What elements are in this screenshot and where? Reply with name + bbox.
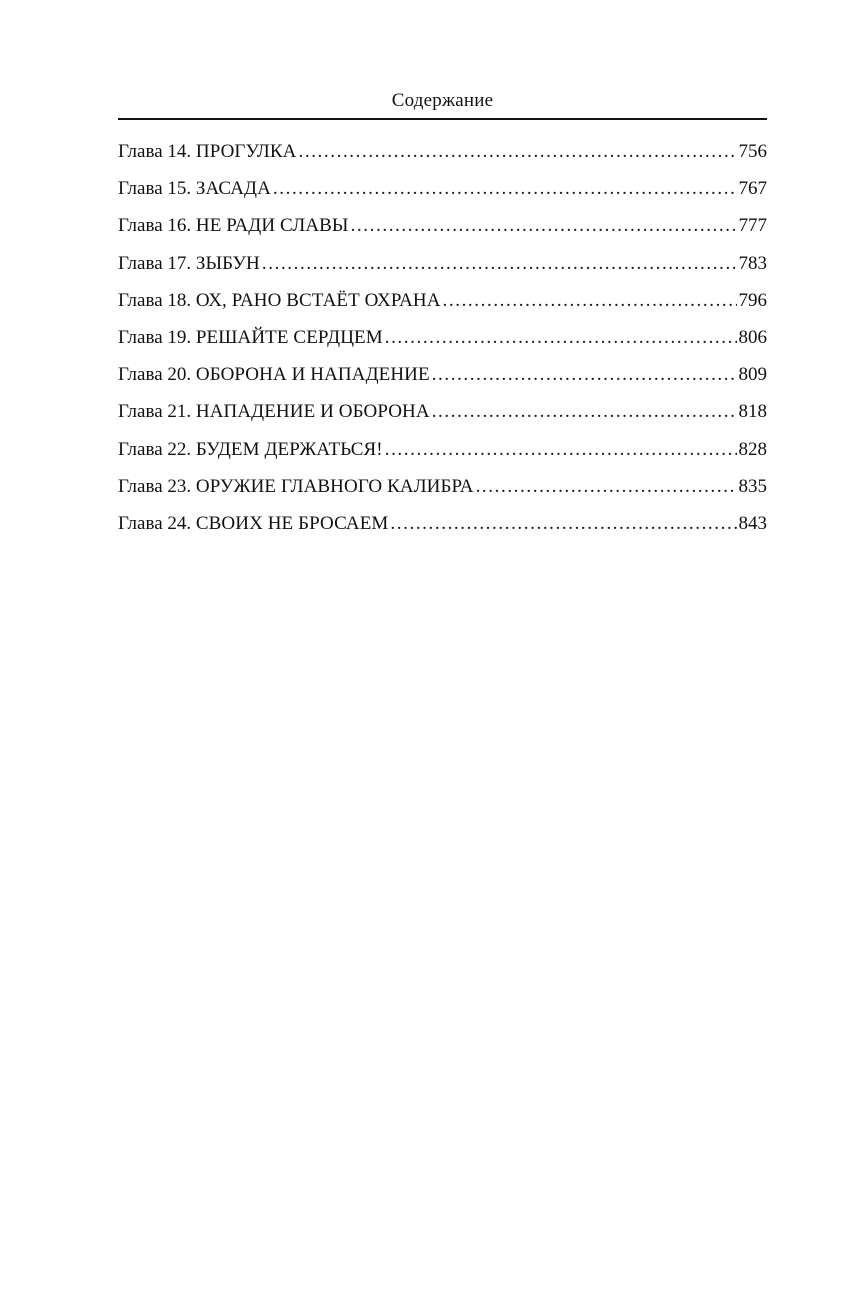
toc-chapter-title: ОРУЖИЕ ГЛАВНОГО КАЛИБРА bbox=[195, 475, 474, 497]
header-rule bbox=[118, 118, 767, 120]
toc-dot-leader bbox=[432, 398, 737, 426]
toc-entry bbox=[118, 175, 767, 212]
toc-chapter-number: Глава 22. bbox=[118, 438, 192, 460]
toc-chapter-number: Глава 14. bbox=[118, 141, 192, 162]
toc-dot-leader bbox=[351, 212, 737, 240]
toc-page-number: 806 bbox=[738, 326, 767, 348]
toc-dot-leader bbox=[299, 138, 737, 166]
toc-chapter-number: Глава 18. bbox=[118, 289, 192, 311]
toc-chapter-number: Глава 20. bbox=[118, 364, 192, 386]
toc-entry bbox=[118, 324, 767, 361]
toc-chapter-title: ОБОРОНА И НАПАДЕНИЕ bbox=[195, 364, 430, 386]
toc-entry bbox=[118, 138, 767, 175]
toc-page-number: 767 bbox=[738, 178, 767, 200]
toc-dot-leader bbox=[385, 324, 737, 352]
toc-page-number: 756 bbox=[738, 141, 767, 162]
toc-entry bbox=[118, 436, 767, 473]
toc-dot-leader bbox=[443, 287, 737, 315]
toc-entry bbox=[118, 473, 767, 510]
toc-page-number: 828 bbox=[738, 438, 767, 460]
toc-chapter-number: Глава 17. bbox=[118, 252, 192, 274]
table-of-contents bbox=[118, 138, 767, 547]
toc-dot-leader bbox=[262, 250, 737, 278]
toc-entry bbox=[118, 250, 767, 287]
toc-chapter-title: ЗЫБУН bbox=[195, 252, 260, 274]
toc-chapter-title: НЕ РАДИ СЛАВЫ bbox=[195, 215, 349, 237]
toc-entry bbox=[118, 361, 767, 398]
toc-chapter-title: ОХ, РАНО ВСТАЁТ ОХРАНА bbox=[195, 289, 441, 311]
toc-chapter-number: Глава 21. bbox=[118, 401, 192, 423]
toc-page-number: 835 bbox=[738, 475, 767, 497]
toc-page-number: 783 bbox=[738, 252, 767, 274]
toc-entry bbox=[118, 510, 767, 547]
toc-page-number: 818 bbox=[738, 401, 767, 423]
toc-chapter-title: РЕШАЙТЕ СЕРДЦЕМ bbox=[195, 326, 383, 348]
toc-chapter-title: СВОИХ НЕ БРОСАЕМ bbox=[195, 512, 389, 534]
toc-entry bbox=[118, 398, 767, 435]
running-head: Содержание bbox=[391, 90, 494, 111]
toc-chapter-title: ЗАСАДА bbox=[195, 178, 271, 200]
toc-page-number: 809 bbox=[738, 364, 767, 386]
toc-page-number: 796 bbox=[738, 289, 767, 311]
toc-chapter-number: Глава 15. bbox=[118, 178, 192, 200]
toc-dot-leader bbox=[385, 436, 737, 464]
toc-chapter-title: ПРОГУЛКА bbox=[195, 141, 297, 162]
toc-dot-leader bbox=[476, 473, 737, 501]
toc-chapter-title: БУДЕМ ДЕРЖАТЬСЯ! bbox=[195, 438, 383, 460]
toc-dot-leader bbox=[432, 361, 737, 389]
toc-dot-leader bbox=[390, 510, 736, 538]
toc-chapter-title: НАПАДЕНИЕ И ОБОРОНА bbox=[195, 401, 430, 423]
toc-chapter-number: Глава 23. bbox=[118, 475, 192, 497]
toc-entry bbox=[118, 287, 767, 324]
toc-dot-leader bbox=[273, 175, 737, 203]
toc-chapter-number: Глава 24. bbox=[118, 512, 192, 534]
toc-page-number: 843 bbox=[738, 512, 767, 534]
toc-chapter-number: Глава 19. bbox=[118, 326, 192, 348]
toc-entry bbox=[118, 212, 767, 249]
toc-chapter-number: Глава 16. bbox=[118, 215, 192, 237]
toc-page-number: 777 bbox=[738, 215, 767, 237]
